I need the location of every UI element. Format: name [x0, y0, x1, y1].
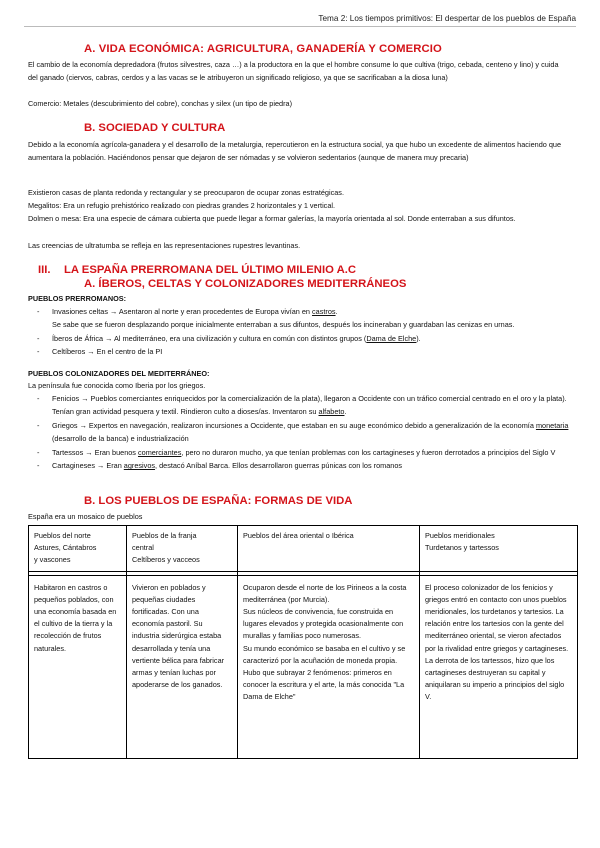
prerromanos-heading: PUEBLOS PRERROMANOS: — [28, 294, 127, 303]
list-item: - Tartessos → Eran buenos comerciantes, pero no duraron mucho, ya que tenían problemas con los cartagineses y fueron derrotados a principios del Siglo V — [28, 446, 573, 459]
table-header-cell: Pueblos meridionales Turdetanos y tartessos — [420, 526, 578, 572]
table-cell: Ocuparon desde el norte de los Pirineos a la costa mediterránea (por Murcia). Sus núcleos de convivencia, fue construida en lugares elevados y protegida ocasionalmente con murallas y familias poco numerosas. Su mundo económico se basaba en el cultivo y se caracterizó por la acuñación de moneda propia. Hubo que subrayar 2 fenómenos: primeros en conocer la escritura y el arte, la más conocida "La Dama de Elche" — [238, 575, 420, 758]
section-a-para2: Comercio: Metales (descubrimiento del cobre), conchas y silex (un tipo de piedra) — [28, 99, 293, 108]
section-iii-numeral: III. — [38, 264, 51, 276]
section-a-para1: El cambio de la economía depredadora (frutos silvestres, caza …) a la productora en la que el hombre consume lo que cultiva (trigo, cebada, centeno y lino) y cuida del ganado (ciervos, cabras, cerdos y a las vacas se le atribuyeron un significado religioso, ya que se sacrificaban a la diosa luna) — [28, 60, 559, 83]
section-a-title: A. VIDA ECONÓMICA: AGRICULTURA, GANADERÍA Y COMERCIO — [84, 43, 442, 55]
table-header-cell: Pueblos del norte Astures, Cántabros y vascones — [29, 526, 127, 572]
section-b2-intro: España era un mosaico de pueblos — [28, 512, 143, 521]
pueblos-table — [28, 525, 578, 759]
table-header-cell: Pueblos de la franja central Celtíberos y vacceos — [127, 526, 238, 572]
section-b-line2: Megalitos: Era un refugio prehistórico realizado con piedras grandes 2 horizontales y 1 vertical. — [28, 201, 336, 210]
list-item: - Fenicios → Pueblos comerciantes enriquecidos por la comercialización de la plata), llegaron a Occidente con un tráfico comercial centrado en el oro y la plata). Tenían gran actividad pesquera y textil. Rindieron culto a dioses/as. Inventaron su alfabeto. — [28, 392, 573, 419]
section-iii-title: LA ESPAÑA PRERROMANA DEL ÚLTIMO MILENIO A.C — [64, 264, 357, 276]
colonizadores-intro: La península fue conocida como Iberia por los griegos. — [28, 381, 206, 390]
section-b-para1: Debido a la economía agrícola-ganadera y el desarrollo de la metalurgia, repercutieron en la estructura social, ya que hubo un excedente de alimentos haciendo que aumentara la población. Haciéndonos pensar que dejaron de ser nómadas y se volvieron sedentarios (aunque de manera muy precaria) — [28, 140, 562, 163]
running-header: Tema 2: Los tiempos primitivos: El despertar de los pueblos de España — [318, 14, 576, 23]
list-item: - Íberos de África → Al mediterráneo, era una civilización y cultura en común con distintos grupos (Dama de Elche). — [28, 332, 573, 345]
table-header-row — [29, 526, 578, 572]
table-cell: Vivieron en poblados y pequeñas ciudades fortificadas. Con una economía pastoril. Su industria siderúrgica estaba desarrollada y tenía una vertiente bélica para fabricar armas y tenían luchas por apoderarse de los ganados. — [127, 575, 238, 758]
list-item: - Celtíberos → En el centro de la PI — [28, 345, 573, 358]
list-item: - Griegos → Expertos en navegación, realizaron incursiones a Occidente, que estaban en su auge económico debido a generalización de la economía monetaria (desarrollo de la banca) e industrialización — [28, 419, 573, 446]
section-iii-subtitle: A. ÍBEROS, CELTAS Y COLONIZADORES MEDITERRÁNEOS — [84, 278, 407, 290]
section-b2-title: B. LOS PUEBLOS DE ESPAÑA: FORMAS DE VIDA — [84, 495, 353, 507]
table-row — [29, 575, 578, 758]
table-header-cell: Pueblos del área oriental o Ibérica — [238, 526, 420, 572]
colonizadores-heading: PUEBLOS COLONIZADORES DEL MEDITERRÁNEO: — [28, 369, 210, 378]
section-b-line3: Dolmen o mesa: Era una especie de cámara cubierta que puede llegar a formar galerías, la mayoría orientada al sol. Donde enterraban a sus difuntos. — [28, 214, 516, 223]
header-rule — [24, 26, 576, 27]
table-cell: Habitaron en castros o pequeños poblados, con una economía basada en el cultivo de la tierra y la recolección de frutos naturales. — [29, 575, 127, 758]
section-b-line1: Existieron casas de planta redonda y rectangular y se preocuparon de ocupar zonas estratégicas. — [28, 188, 344, 197]
prerromanos-list — [28, 305, 573, 359]
section-b-line4: Las creencias de ultratumba se refleja en las representaciones rupestres levantinas. — [28, 241, 301, 250]
list-item: - Cartagineses → Eran agresivos, destacó Aníbal Barca. Ellos desarrollaron guerras púnicas con los romanos — [28, 459, 573, 472]
section-b-title: B. SOCIEDAD Y CULTURA — [84, 122, 226, 134]
colonizadores-list — [28, 392, 573, 472]
table-cell: El proceso colonizador de los fenicios y griegos entró en contacto con unos pueblos meridionales, los turdetanos y tartesios. La relación entre los tartesios con la gente del mediterráneo oriental, se vieron afectados por la rivalidad entre griegos y cartagineses. La derrota de los tartessos, hizo que los cartagineses destruyeran su capital y aniquilaran su imperio a principios del siglo V. — [420, 575, 578, 758]
list-item: - Invasiones celtas → Asentaron al norte y eran procedentes de Europa vivían en castros. Se sabe que se fueron desplazando porque inicialmente enterraban a sus difuntos, después los incineraban y guardaban las cenizas en urnas. — [28, 305, 573, 332]
